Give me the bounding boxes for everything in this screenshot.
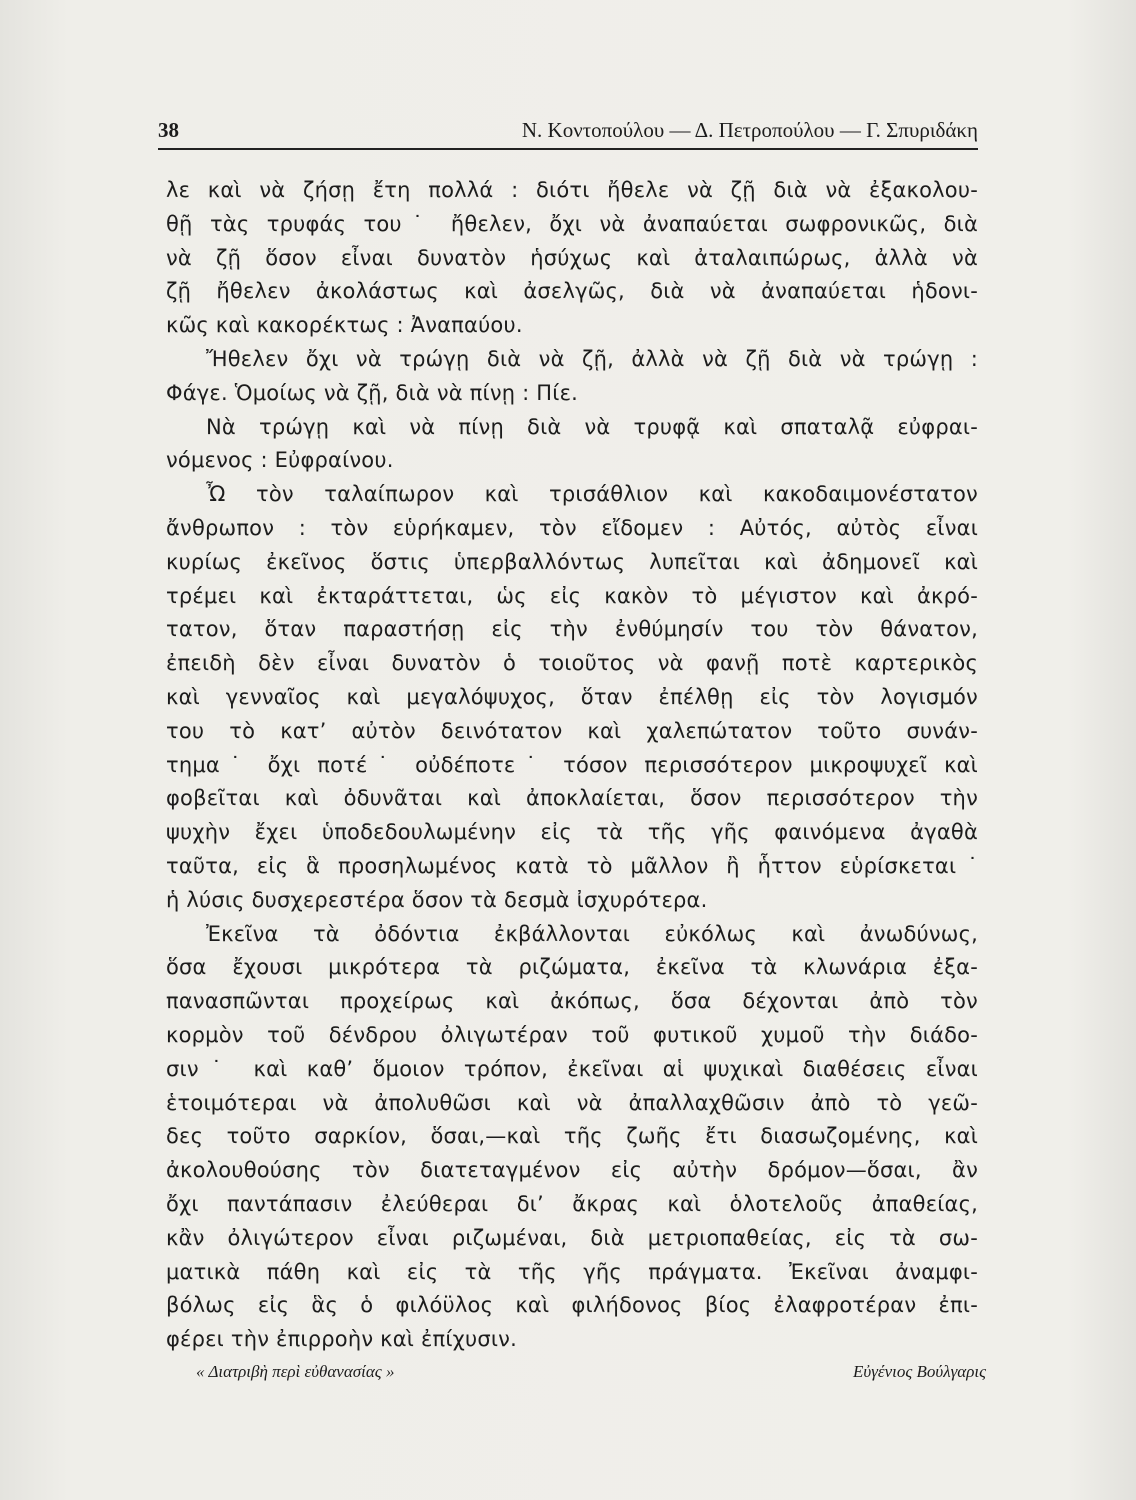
text-line: φοβεῖται καὶ ὀδυνᾶται καὶ ἀποκλαίεται, ὅσον περισσότερον τὴν <box>166 786 978 811</box>
text-line: κυρίως ἐκεῖνος ὅστις ὑπερβαλλόντως λυπεῖται καὶ ἀδημονεῖ καὶ <box>166 549 978 574</box>
text-line: ὅσα ἔχουσι μικρότερα τὰ ριζώματα, ἐκεῖνα τὰ κλωνάρια ἐξα- <box>166 955 978 980</box>
text-line: ἡ λύσις δυσχερεστέρα ὅσον τὰ δεσμὰ ἰσχυρότερα. <box>166 887 708 912</box>
text-line: τημα˙ ὄχι ποτέ˙ οὐδέποτε˙ τόσον περισσότερον μικροψυχεῖ καὶ <box>166 752 978 777</box>
text-line: κῶς καὶ κακορέκτως : Ἀναπαύου. <box>166 313 523 338</box>
citation-footer <box>196 1362 986 1392</box>
text-line: θῇ τὰς τρυφάς του˙ ἤθελεν, ὄχι νὰ ἀναπαύεται σωφρονικῶς, διὰ <box>166 211 978 236</box>
source-author: Εὐγένιος Βούλγαρις <box>853 1362 986 1381</box>
text-line: Ἤθελεν ὄχι νὰ τρώγῃ διὰ νὰ ζῇ, ἀλλὰ νὰ ζῇ διὰ νὰ τρώγῃ : <box>206 346 978 371</box>
text-line: Ἐκεῖνα τὰ ὀδόντια ἐκβάλλονται εὐκόλως καὶ ἀνωδύνως, <box>206 921 978 946</box>
text-line: πανασπῶνται προχείρως καὶ ἀκόπως, ὅσα δέχονται ἀπὸ τὸν <box>166 989 978 1014</box>
running-header <box>158 118 978 150</box>
text-line: νὰ ζῇ ὅσον εἶναι δυνατὸν ἡσύχως καὶ ἀταλαιπώρως, ἀλλὰ νὰ <box>166 245 978 270</box>
text-line: βόλως εἰς ἃς ὁ φιλόϋλος καὶ φιλήδονος βίος ἐλαφροτέραν ἐπι- <box>166 1293 978 1318</box>
text-line: κἂν ὀλιγώτερον εἶναι ριζωμέναι, διὰ μετριοπαθείας, εἰς τὰ σω- <box>166 1225 978 1250</box>
text-line: Νὰ τρώγῃ καὶ νὰ πίνῃ διὰ νὰ τρυφᾷ καὶ σπαταλᾷ εὐφραι- <box>206 414 978 439</box>
text-line: ὄχι παντάπασιν ἐλεύθεραι δι’ ἄκρας καὶ ὁλοτελοῦς ἀπαθείας, <box>166 1191 978 1216</box>
text-line: ταῦτα, εἰς ἃ προσηλωμένος κατὰ τὸ μᾶλλον ἢ ἧττον εὑρίσκεται˙ <box>166 853 978 878</box>
body-text <box>166 174 978 1357</box>
page-number: 38 <box>158 118 179 142</box>
text-line: νόμενος : Εὐφραίνου. <box>166 448 394 473</box>
text-line: Φάγε. Ὁμοίως νὰ ζῇ, διὰ νὰ πίνῃ : Πίε. <box>166 380 579 405</box>
text-line: τατον, ὅταν παραστήσῃ εἰς τὴν ἐνθύμησίν του τὸν θάνατον, <box>166 617 978 642</box>
source-title: « Διατριβὴ περὶ εὐθανασίας » <box>196 1362 395 1381</box>
text-line: ἑτοιμότεραι νὰ ἀπολυθῶσι καὶ νὰ ἀπαλλαχθῶσιν ἀπὸ τὸ γεῶ- <box>166 1090 978 1115</box>
text-line: ἄνθρωπον : τὸν εὑρήκαμεν, τὸν εἴδομεν : Αὐτός, αὐτὸς εἶναι <box>166 515 978 540</box>
header-authors: Ν. Κοντοπούλου — Δ. Πετροπούλου — Γ. Σπυριδάκη <box>521 118 978 142</box>
text-line: ἀκολουθούσης τὸν διατεταγμένον εἰς αὐτὴν δρόμον—ὅσαι, ἂν <box>166 1158 978 1183</box>
text-line: ζῇ ἤθελεν ἀκολάστως καὶ ἀσελγῶς, διὰ νὰ ἀναπαύεται ἡδονι- <box>166 279 978 304</box>
text-line: λε καὶ νὰ ζήσῃ ἔτη πολλά : διότι ἤθελε νὰ ζῇ διὰ νὰ ἐξακολου- <box>166 178 978 202</box>
text-line: φέρει τὴν ἐπιρροὴν καὶ ἐπίχυσιν. <box>166 1327 517 1352</box>
text-line: καὶ γενναῖος καὶ μεγαλόψυχος, ὅταν ἐπέλθῃ εἰς τὸν λογισμόν <box>166 684 978 709</box>
text-line: κορμὸν τοῦ δένδρου ὀλιγωτέραν τοῦ φυτικοῦ χυμοῦ τὴν διάδο- <box>166 1022 978 1047</box>
text-line: ἐπειδὴ δὲν εἶναι δυνατὸν ὁ τοιοῦτος νὰ φανῇ ποτὲ καρτερικὸς <box>166 651 978 676</box>
text-line: ματικὰ πάθη καὶ εἰς τὰ τῆς γῆς πράγματα. Ἐκεῖναι ἀναμφι- <box>166 1259 978 1284</box>
text-line: τρέμει καὶ ἐκταράττεται, ὡς εἰς κακὸν τὸ μέγιστον καὶ ἀκρό- <box>166 583 978 608</box>
text-line: του τὸ κατ’ αὐτὸν δεινότατον καὶ χαλεπώτατον τοῦτο συνάν- <box>166 718 978 743</box>
text-line: ψυχὴν ἔχει ὑποδεδουλωμένην εἰς τὰ τῆς γῆς φαινόμενα ἀγαθὰ <box>166 820 978 845</box>
text-line: δες τοῦτο σαρκίον, ὅσαι,—καὶ τῆς ζωῆς ἔτι διασωζομένης, καὶ <box>166 1124 978 1149</box>
text-line: Ὦ τὸν ταλαίπωρον καὶ τρισάθλιον καὶ κακοδαιμονέστατον <box>206 482 978 507</box>
text-line: σιν˙ καὶ καθ’ ὅμοιον τρόπον, ἐκεῖναι αἱ ψυχικαὶ διαθέσεις εἶναι <box>166 1056 978 1081</box>
